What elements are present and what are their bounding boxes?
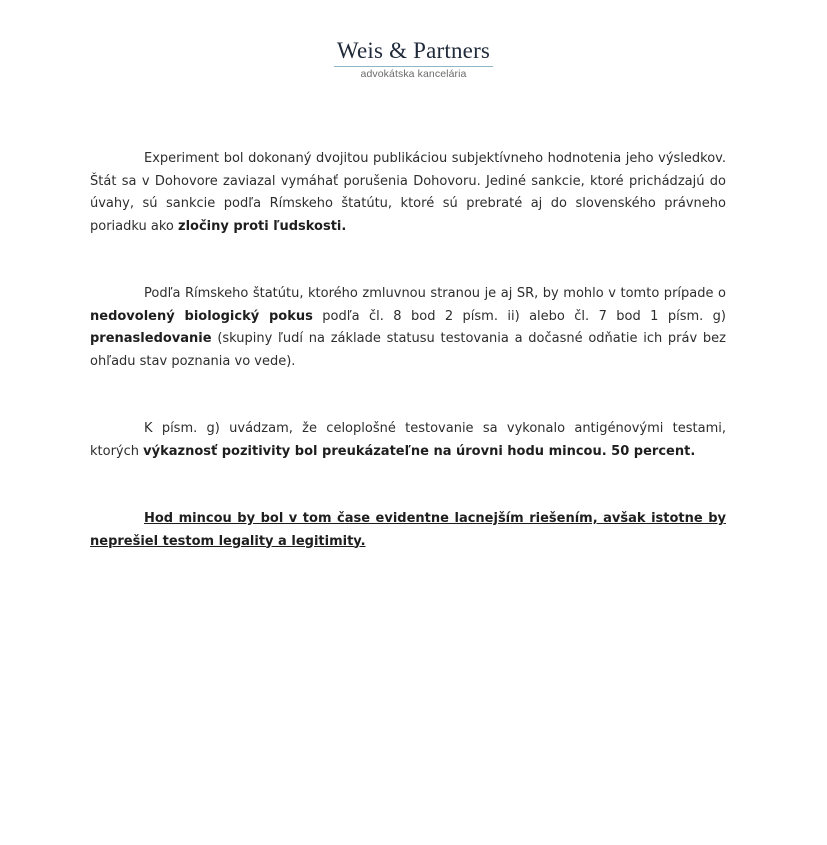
- paragraph-rome-statute: [90, 283, 726, 373]
- paragraph-text: (skupiny ľudí na základe statusu testovania a dočasné odňatie ich práv bez ohľadu stav poznania vo vede).: [90, 331, 726, 369]
- letterhead: [0, 38, 827, 80]
- paragraph-text: Experiment bol dokonaný dvojitou publikáciou subjektívneho hodnotenia jeho výsledkov. Štát sa v Dohovore zaviazal vymáhať porušenia Dohovoru. Jediné sankcie, ktoré prichádzajú do úvahy, sú sankcie podľa Rímskeho štatútu, ktoré sú prebraté aj do slovenského právneho poriadku ako: [90, 151, 726, 234]
- paragraph-conclusion: [90, 508, 726, 553]
- paragraph-text: Podľa Rímskeho štatútu, ktorého zmluvnou stranou je aj SR, by mohlo v tomto prípade o: [144, 286, 726, 301]
- paragraph-experiment: [90, 148, 726, 238]
- emphasis-crimes-against-humanity: zločiny proti ľudskosti.: [178, 218, 347, 234]
- emphasis-biological-experiment: nedovolený biologický pokus: [90, 308, 313, 324]
- firm-subtitle: advokátska kancelária: [360, 68, 467, 80]
- emphasis-persecution: prenasledovanie: [90, 331, 212, 346]
- emphasis-coin-toss: výkaznosť pozitivity bol preukázateľne na úrovni hodu mincou. 50 percent.: [143, 443, 696, 459]
- paragraph-text: Hod mincou by bol v tom čase evidentne lacnejším riešením, avšak istotne by neprešiel testom legality a legitimity.: [90, 511, 726, 549]
- letter-body: [90, 148, 726, 553]
- firm-name: Weis & Partners: [334, 38, 493, 67]
- paragraph-text: K písm. g) uvádzam, že celoplošné testovanie sa vykonalo antigénovými testami, ktorých: [90, 421, 726, 459]
- paragraph-antigen-tests: [90, 418, 726, 463]
- paragraph-text: podľa čl. 8 bod 2 písm. ii) alebo čl. 7 bod 1 písm. g): [312, 308, 726, 324]
